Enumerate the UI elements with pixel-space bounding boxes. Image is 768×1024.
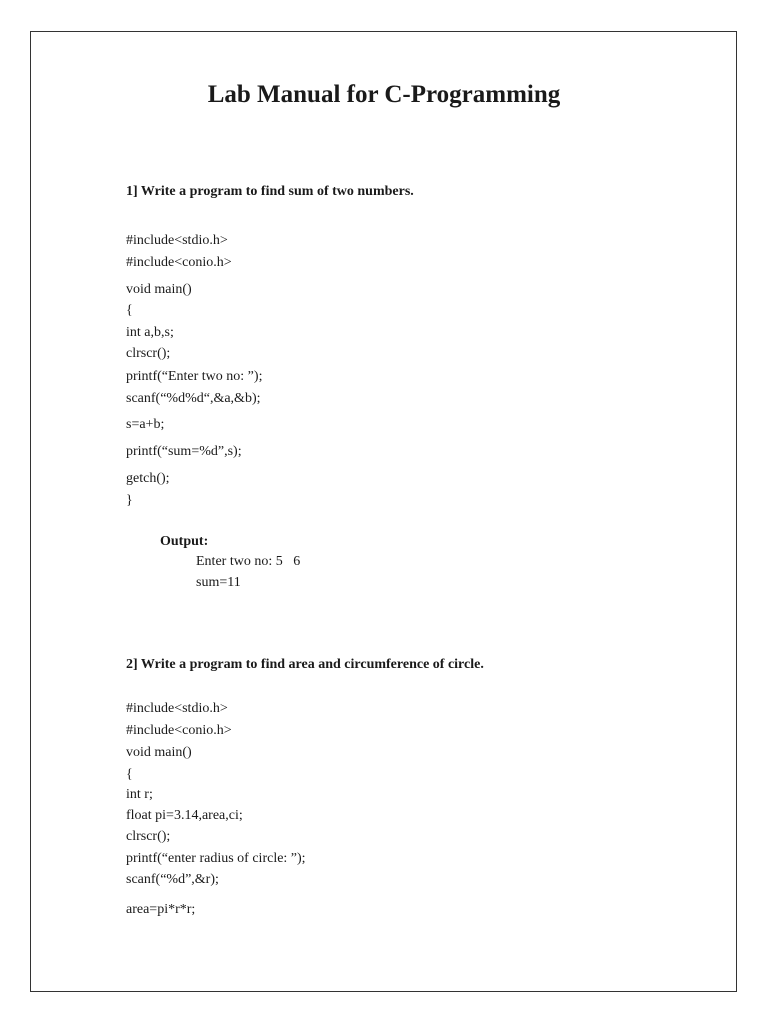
- document-title: Lab Manual for C-Programming: [207, 81, 561, 108]
- code-line: int a,b,s;: [126, 325, 174, 340]
- code-line: float pi=3.14,area,ci;: [126, 808, 243, 823]
- code-line: s=a+b;: [126, 417, 165, 432]
- code-line: clrscr();: [126, 346, 171, 361]
- output-line: Enter two no: 5 6: [196, 554, 301, 569]
- code-line: {: [126, 767, 133, 782]
- code-line: printf(“sum=%d”,s);: [126, 444, 242, 459]
- code-line: scanf(“%d%d“,&a,&b);: [126, 391, 261, 406]
- code-line: printf(“enter radius of circle: ”);: [126, 851, 306, 866]
- question-2: 2] Write a program to find area and circumference of circle.: [126, 657, 484, 672]
- code-line: getch();: [126, 471, 170, 486]
- code-line: void main(): [126, 282, 192, 297]
- output-label: Output:: [160, 534, 209, 549]
- code-line: {: [126, 303, 133, 318]
- code-line: scanf(“%d”,&r);: [126, 872, 219, 887]
- code-line: #include<stdio.h>: [126, 233, 228, 248]
- code-line: clrscr();: [126, 829, 171, 844]
- code-line: void main(): [126, 745, 192, 760]
- code-line: #include<conio.h>: [126, 255, 232, 270]
- code-line: int r;: [126, 787, 153, 802]
- code-line: printf(“Enter two no: ”);: [126, 369, 263, 384]
- question-1: 1] Write a program to find sum of two numbers.: [126, 184, 414, 199]
- page-border: [30, 31, 737, 992]
- code-line: #include<stdio.h>: [126, 701, 228, 716]
- code-line: #include<conio.h>: [126, 723, 232, 738]
- output-line: sum=11: [196, 575, 241, 590]
- code-line: area=pi*r*r;: [126, 902, 196, 917]
- code-line: }: [126, 493, 133, 508]
